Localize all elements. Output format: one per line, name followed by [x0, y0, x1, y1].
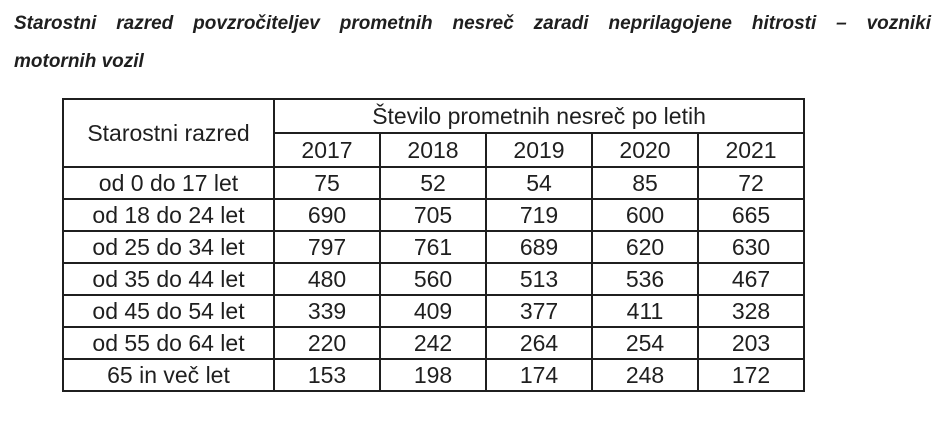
- value-cell: 665: [698, 199, 804, 231]
- value-cell: 560: [380, 263, 486, 295]
- value-cell: 513: [486, 263, 592, 295]
- year-header-cell: 2018: [380, 133, 486, 167]
- value-cell: 174: [486, 359, 592, 391]
- table-row: [63, 295, 804, 327]
- value-cell: 690: [274, 199, 380, 231]
- table-row: [63, 359, 804, 391]
- value-cell: 705: [380, 199, 486, 231]
- value-cell: 254: [592, 327, 698, 359]
- table-row: [63, 167, 804, 199]
- document-title-line1: Starostni razred povzročiteljev prometnih nesreč zaradi neprilagojene hitrosti – vozniki: [14, 13, 931, 34]
- value-cell: 220: [274, 327, 380, 359]
- table-row: [63, 327, 804, 359]
- value-cell: 153: [274, 359, 380, 391]
- value-cell: 536: [592, 263, 698, 295]
- value-cell: 242: [380, 327, 486, 359]
- year-header-cell: 2019: [486, 133, 592, 167]
- value-cell: 761: [380, 231, 486, 263]
- value-cell: 75: [274, 167, 380, 199]
- value-cell: 719: [486, 199, 592, 231]
- value-cell: 72: [698, 167, 804, 199]
- document-title: [14, 5, 931, 81]
- age-group-cell: od 45 do 54 let: [63, 295, 274, 327]
- value-cell: 339: [274, 295, 380, 327]
- value-cell: 248: [592, 359, 698, 391]
- value-cell: 467: [698, 263, 804, 295]
- value-cell: 172: [698, 359, 804, 391]
- group-header-row: [63, 99, 804, 133]
- value-cell: 328: [698, 295, 804, 327]
- value-cell: 411: [592, 295, 698, 327]
- table-row: [63, 263, 804, 295]
- age-group-cell: od 18 do 24 let: [63, 199, 274, 231]
- value-cell: 85: [592, 167, 698, 199]
- value-cell: 198: [380, 359, 486, 391]
- table-row: [63, 199, 804, 231]
- value-cell: 600: [592, 199, 698, 231]
- value-cell: 797: [274, 231, 380, 263]
- years-group-header: Število prometnih nesreč po letih: [274, 99, 804, 133]
- age-group-cell: od 0 do 17 let: [63, 167, 274, 199]
- value-cell: 620: [592, 231, 698, 263]
- document-title-line2: motornih vozil: [14, 51, 144, 72]
- value-cell: 480: [274, 263, 380, 295]
- year-header-cell: 2017: [274, 133, 380, 167]
- accidents-by-age-table: [62, 98, 805, 392]
- value-cell: 264: [486, 327, 592, 359]
- value-cell: 54: [486, 167, 592, 199]
- value-cell: 409: [380, 295, 486, 327]
- table-row: [63, 231, 804, 263]
- age-group-cell: od 35 do 44 let: [63, 263, 274, 295]
- year-header-cell: 2021: [698, 133, 804, 167]
- age-group-cell: od 25 do 34 let: [63, 231, 274, 263]
- value-cell: 52: [380, 167, 486, 199]
- age-group-cell: 65 in več let: [63, 359, 274, 391]
- year-header-cell: 2020: [592, 133, 698, 167]
- value-cell: 203: [698, 327, 804, 359]
- value-cell: 689: [486, 231, 592, 263]
- value-cell: 377: [486, 295, 592, 327]
- age-group-cell: od 55 do 64 let: [63, 327, 274, 359]
- age-group-column-header: Starostni razred: [63, 99, 274, 167]
- value-cell: 630: [698, 231, 804, 263]
